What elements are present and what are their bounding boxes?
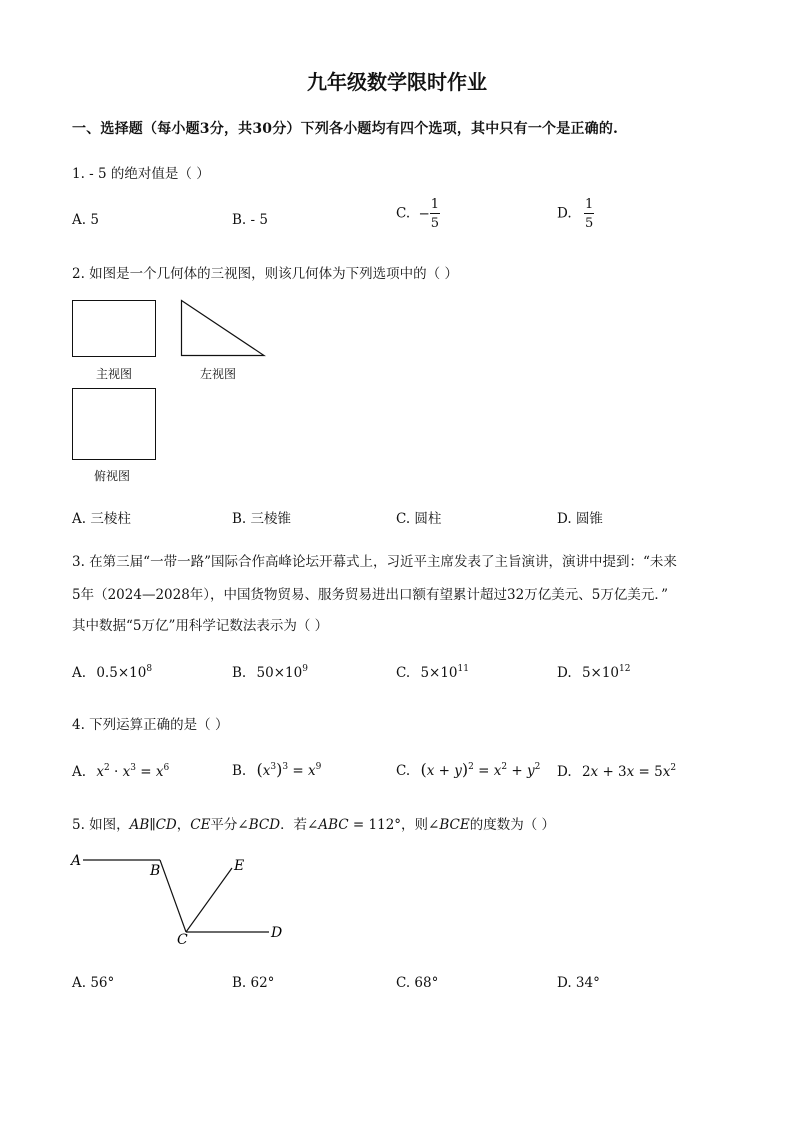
q5-option-a: A. 56°: [72, 975, 115, 991]
q5-stem: [72, 813, 555, 833]
q2-option-d: D. 圆锥: [557, 511, 603, 527]
q3-b-exponent: 9: [302, 664, 308, 674]
q3-option-b: [232, 664, 308, 681]
front-view-rectangle: [72, 300, 156, 357]
q4-b-expression: $(x^3)^3 = x^9$: [256, 760, 322, 779]
q4-c-expression: $(x + y)^2 = x^2 + y^2$: [420, 760, 541, 779]
q2-option-b: B. 三棱锥: [232, 511, 292, 527]
q3-a-exponent: 8: [146, 664, 153, 674]
q5-stem-prefix: 5. 如图，: [72, 817, 130, 833]
q1-c-numerator: 1: [430, 197, 440, 212]
line-ce: [186, 868, 232, 932]
q1-d-denominator: 5: [584, 216, 594, 231]
q4-d-label: D.: [557, 764, 572, 780]
q1-c-fraction: [430, 198, 440, 230]
q5-geometry-figure: [66, 848, 296, 948]
q3-b-label: B.: [232, 665, 247, 681]
q4-option-a: [72, 763, 169, 780]
q4-option-b: [232, 760, 321, 779]
q4-c-label: C.: [396, 763, 411, 779]
q1-c-label: C.: [396, 205, 411, 222]
q4-d-expression: $2x + 3x = 5x^2$: [581, 763, 677, 780]
q1-option-d: [557, 198, 594, 230]
front-view-label: 主视图: [96, 367, 133, 381]
q3-a-base: 0.5×10: [96, 665, 147, 681]
point-c-label: C: [177, 932, 188, 948]
q3-a-label: A.: [72, 665, 87, 681]
q4-option-d: [557, 763, 676, 780]
q3-b-base: 50×10: [256, 665, 303, 681]
page-title: 九年级数学限时作业: [307, 70, 487, 94]
q3-d-base: 5×10: [581, 665, 620, 681]
q4-a-label: A.: [72, 764, 87, 780]
q1-d-numerator: 1: [584, 197, 594, 212]
q5-if-angle: ．若∠: [280, 817, 319, 833]
q3-c-label: C.: [396, 665, 411, 681]
q5-bce: BCE: [439, 817, 470, 833]
q5-ce: CE: [190, 817, 211, 833]
q4-b-label: B.: [232, 763, 247, 779]
top-view-label: 俯视图: [94, 469, 131, 483]
q5-stem-suffix: 的度数为（ ）: [469, 817, 556, 833]
q4-option-c: [396, 760, 540, 779]
q2-option-a: A. 三棱柱: [72, 511, 131, 527]
q4-stem: 4. 下列运算正确的是（ ）: [72, 717, 229, 733]
q5-option-b: B. 62°: [232, 975, 275, 991]
section-heading: 一、选择题（每小题3分，共30分）下列各小题均有四个选项，其中只有一个是正确的.: [72, 121, 619, 137]
q1-d-label: D.: [557, 205, 572, 222]
q5-abc: ABC: [318, 817, 349, 833]
q5-option-d: D. 34°: [557, 975, 600, 991]
left-view-label: 左视图: [200, 367, 237, 381]
left-view-triangle: [180, 299, 268, 359]
q1-option-b: B. - 5: [232, 212, 268, 228]
q5-bisects: 平分∠: [210, 817, 249, 833]
q3-d-exponent: 12: [619, 664, 631, 674]
point-e-label: E: [234, 858, 245, 874]
q1-d-fraction: [584, 198, 594, 230]
q3-d-label: D.: [557, 665, 572, 681]
q3-option-d: [557, 664, 630, 681]
q1-c-denominator: 5: [430, 216, 440, 231]
q1-option-a: A. 5: [72, 212, 99, 228]
q3-line-3: 其中数据“5万亿”用科学记数法表示为（ ）: [72, 618, 329, 634]
q3-c-exponent: 11: [457, 664, 469, 674]
top-view-rectangle: [72, 388, 156, 460]
q2-stem: 2. 如图是一个几何体的三视图，则该几何体为下列选项中的（ ）: [72, 266, 458, 282]
q1-c-sign: −: [418, 205, 430, 222]
q5-comma: ，: [176, 817, 191, 833]
point-a-label: A: [71, 853, 82, 869]
q5-ab-parallel-cd: AB∥CD: [129, 817, 177, 833]
q2-option-c: C. 圆柱: [396, 511, 442, 527]
q3-option-c: [396, 664, 469, 681]
q3-option-a: [72, 664, 152, 681]
q1-option-c: [396, 198, 440, 230]
point-d-label: D: [271, 925, 283, 941]
q3-c-base: 5×10: [420, 665, 458, 681]
line-bc: [160, 860, 186, 932]
point-b-label: B: [150, 863, 161, 879]
q3-line-2: 5年（2024—2028年），中国货物贸易、服务贸易进出口额有望累计超过32万亿美元、5万亿美元．”: [72, 587, 668, 603]
q5-option-c: C. 68°: [396, 975, 439, 991]
q1-stem: 1. - 5 的绝对值是（ ）: [72, 166, 210, 182]
q5-bcd: BCD: [248, 817, 281, 833]
q4-a-expression: $x^2 \cdot x^3 = x^6$: [96, 763, 170, 780]
q5-then-angle: ，则∠: [401, 817, 440, 833]
q5-angle-value: = 112°: [348, 817, 402, 833]
q3-line-1: 3. 在第三届“一带一路”国际合作高峰论坛开幕式上，习近平主席发表了主旨演讲，演讲中提到：“未来: [72, 554, 677, 570]
